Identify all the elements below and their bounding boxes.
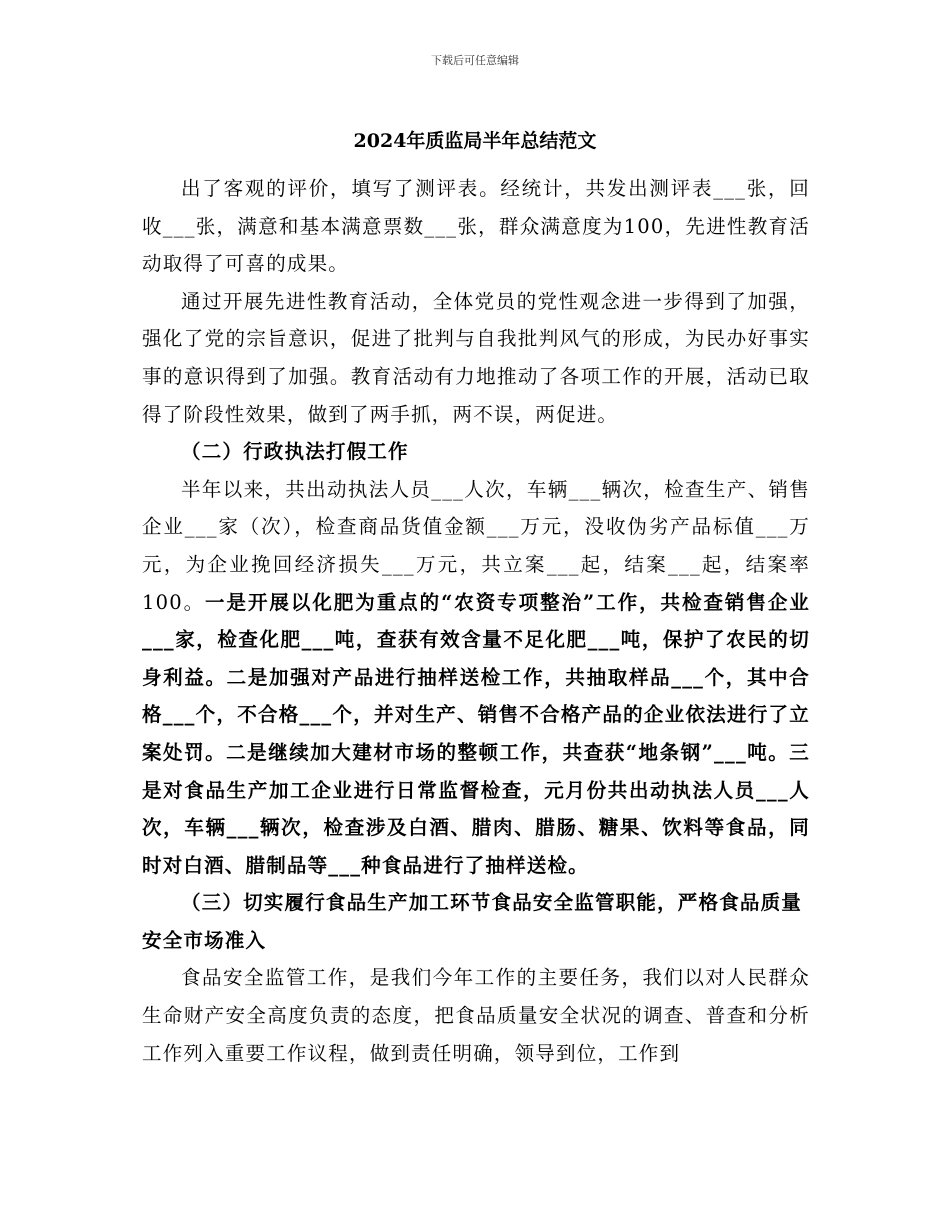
section-heading-enforcement: （二）行政执法打假工作 xyxy=(181,440,409,464)
document-body xyxy=(142,170,810,1072)
paragraph-education-activity: 通过开展先进性教育活动，全体党员的党性观念进一步得到了加强，强化了党的宗旨意识，促进了批判与自我批判风气的形成，为民办好事实事的意识得到了加强。教育活动有力地推动了各项工作的开展，活动已取得了阶段性效果，做到了两手抓，两不误，两促进。 xyxy=(142,289,810,426)
page-header-note: 下载后可任意编辑 xyxy=(431,54,519,67)
section-heading-food-safety: （三）切实履行食品生产加工环节食品安全监管职能，严格食品质量安全市场准入 xyxy=(142,891,803,952)
paragraph-food-safety: 食品安全监管工作，是我们今年工作的主要任务，我们以对人民群众生命财产安全高度负责的态度，把食品质量安全状况的调查、普查和分析工作列入重要工作议程，做到责任明确，领导到位，工作到 xyxy=(142,966,810,1065)
enforcement-details-bold-text: 一是开展以化肥为重点的“农资专项整治”工作，共检查销售企业___家，检查化肥___吨，查获有效含量不足化肥___吨，保护了农民的切身利益。二是加强对产品进行抽样送检工作，共抽取样品___个，其中合格___个，不合格___个，并对生产、销售不合格产品的企业依法进行了立案处罚。二是继续加大建材市场的整顿工作，共查获“地条钢”___吨。三是对食品生产加工企业进行日常监督检查，元月份共出动执法人员___人次，车辆___辆次，检查涉及白酒、腊肉、腊肠、糖果、饮料等食品，同时对白酒、腊制品等___种食品进行了抽样送检。 xyxy=(142,590,810,877)
enforcement-summary-text: 半年以来，共出动执法人员___人次，车辆___辆次，检查生产、销售企业___家（次），检查商品货值金额___万元，没收伪劣产品标值___万元，为企业挽回经济损失___万元，共立案___起，结案___起，结案率100。 xyxy=(142,477,810,614)
document-title: 2024年质监局半年总结范文 xyxy=(353,130,597,152)
paragraph-enforcement xyxy=(142,471,810,885)
paragraph-evaluation-results: 出了客观的评价，填写了测评表。经统计，共发出测评表___张，回收___张，满意和基本满意票数___张，群众满意度为100，先进性教育活动取得了可喜的成果。 xyxy=(142,177,810,276)
